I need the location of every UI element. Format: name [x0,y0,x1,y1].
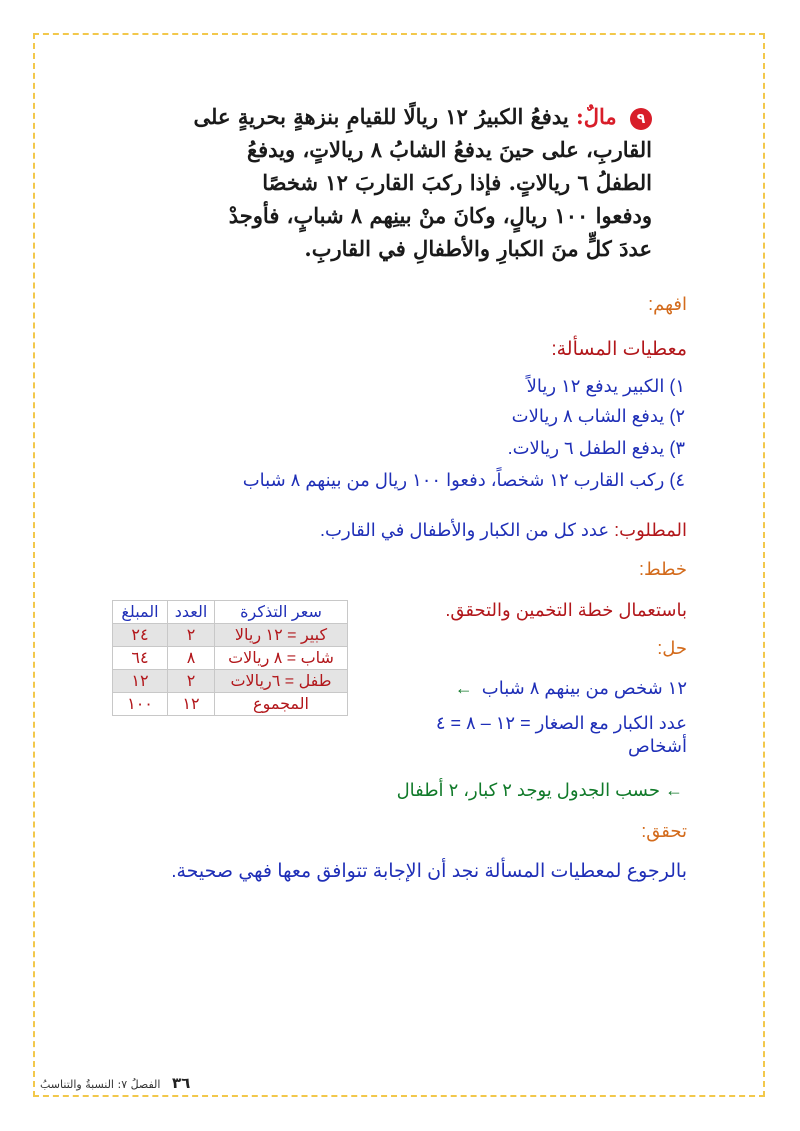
problem-line-1 [132,100,652,133]
table-cell: طفل = ٦ريالات [215,670,348,693]
table-header-price: سعر التذكرة [215,601,348,624]
required-text: عدد كل من الكبار والأطفال في القارب. [320,520,610,540]
table-row [113,647,348,670]
solve-line-4 [397,780,687,801]
table-cell: ١٠٠ [113,693,168,716]
given-item-2: ٢) يدفع الشاب ٨ ريالات [511,406,685,426]
problem-line-5: عددَ كلٍّ منَ الكبارِ والأطفالِ في القاربِ. [304,236,652,261]
table-cell: ٦٤ [113,647,168,670]
table-row [113,693,348,716]
page-number: ٣٦ [171,1074,191,1092]
table-row [113,624,348,647]
problem-number-badge: ٩ [630,108,652,130]
guess-check-table [112,600,348,716]
plan-heading: خطط: [639,559,687,579]
required-line [320,520,687,541]
solve-heading: حل: [657,638,687,658]
table-cell: ٢ [168,624,215,647]
table-cell: ٢ [168,670,215,693]
table-cell: ١٢ [113,670,168,693]
table-cell: كبير = ١٢ ريالا [215,624,348,647]
chapter-title: الفصلُ ٧: النسبةُ والتناسبُ [40,1078,161,1091]
understand-heading: افهم: [648,294,687,314]
solve-line-2: عدد الكبار مع الصغار = ١٢ – ٨ = ٤ [435,713,687,733]
page-footer [40,1074,190,1092]
solve-line-3: أشخاص [628,736,687,756]
problem-lead: مالٌ: [576,104,617,129]
table-header-row [113,601,348,624]
given-item-3: ٣) يدفع الطفل ٦ ريالات. [507,438,685,458]
given-item-4: ٤) ركب القارب ١٢ شخصاً، دفعوا ١٠٠ ريال من بينهم ٨ شباب [242,470,685,490]
given-item-1: ١) الكبير يدفع ١٢ ريالاً [526,376,685,396]
table-header-amount: المبلغ [113,601,168,624]
table-row [113,670,348,693]
arrow-left-icon: ← [665,780,683,800]
table-header-count: العدد [168,601,215,624]
problem-text: يدفعُ الكبيرُ ١٢ ريالًا للقيامِ بنزهةٍ بحريةٍ على [193,104,569,129]
table-cell: ٢٤ [113,624,168,647]
required-label: المطلوب: [614,520,687,540]
solve-line-1-text: ١٢ شخص من بينهم ٨ شباب [481,678,687,698]
problem-line-2: القاربِ، على حينَ يدفعُ الشابُ ٨ ريالاتٍ، ويدفعُ [246,137,652,162]
table-cell: المجموع [215,693,348,716]
arrow-left-icon: ← [454,678,473,698]
problem-line-3: الطفلُ ٦ ريالاتٍ. فإذا ركبَ القاربَ ١٢ شخصًا [262,170,652,195]
table-cell: ١٢ [168,693,215,716]
plan-text: باستعمال خطة التخمين والتحقق. [445,600,687,620]
solve-line-1 [455,678,687,699]
table-cell: ٨ [168,647,215,670]
problem-line-4: ودفعوا ١٠٠ ريالٍ، وكانَ منْ بينِهم ٨ شبابٍ، فأوجدْ [228,203,652,228]
table-cell: شاب = ٨ ريالات [215,647,348,670]
check-heading: تحقق: [641,821,687,841]
givens-heading: معطيات المسألة: [551,339,687,360]
check-text: بالرجوع لمعطيات المسألة نجد أن الإجابة تتوافق معها فهي صحيحة. [171,861,687,882]
solve-line-4-text: حسب الجدول يوجد ٢ كبار، ٢ أطفال [396,780,660,800]
problem-statement [132,100,652,265]
